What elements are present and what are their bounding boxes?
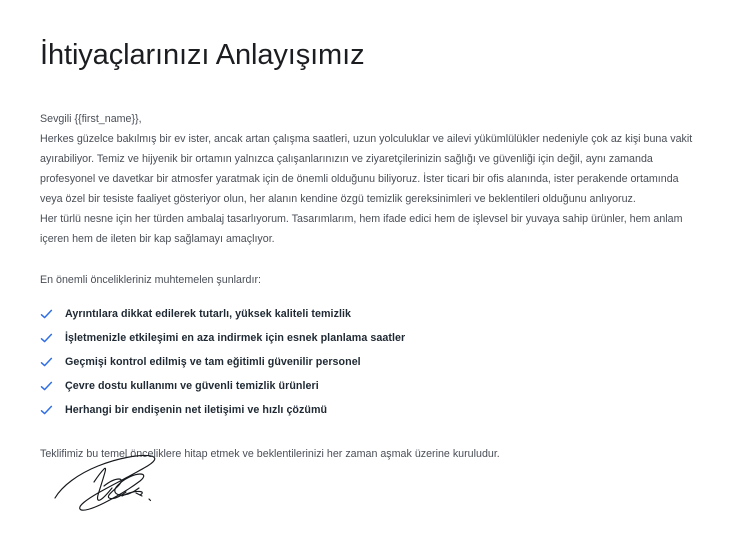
list-item [40,306,726,330]
document-content [40,0,726,464]
paragraph-line: Herkes güzelce bakılmış bir ev ister, ancak artan çalışma saatleri, uzun yolculuklar ve ailevi yükümlülükler nedeniyle çok az kişi buna vakit [40,133,693,145]
priorities-lead-in: En önemli öncelikleriniz muhtemelen şunlardır: [40,274,261,286]
salutation-text: Sevgili {{first_name}}, [40,113,142,125]
list-item-label: Çevre dostu kullanımı ve güvenli temizlik ürünleri [65,380,319,392]
paragraph-line: profesyonel ve davetkar bir atmosfer yaratmak için de önemli olduğunu biliyoruz. İster ticari bir ofis alanında, ister perakende ortamında [40,173,679,185]
list-item [40,402,726,426]
list-item [40,354,726,378]
paragraph-line: içeren hem de ileten bir kap sağlamayı amaçlıyor. [40,233,275,245]
check-icon [40,380,53,393]
check-icon [40,404,53,417]
paragraph-line: veya özel bir tesiste faaliyet gösteriyor olun, her alanın kendine özgü temizlik gereksinimleri ve beklentileri olduğunu anlıyoruz. [40,193,636,205]
list-item-label: Geçmişi kontrol edilmiş ve tam eğitimli güvenilir personel [65,356,361,368]
handwritten-signature [52,452,202,518]
check-icon [40,356,53,369]
paragraph-line: Her türlü nesne için her türden ambalaj tasarlıyorum. Tasarımlarım, hem ifade edici hem de işlevsel bir yuvaya sahip ürünler, hem anlam [40,213,683,225]
paragraph-line: ayırabiliyor. Temiz ve hijyenik bir ortamın yalnızca çalışanlarınızın ve ziyaretçilerinizin sağlığı ve güvenliği için değil, aynı zamanda [40,153,653,165]
list-item-label: Ayrıntılara dikkat edilerek tutarlı, yüksek kaliteli temizlik [65,308,351,320]
page-title: İhtiyaçlarınızı Anlayışımız [40,39,365,71]
intro-paragraph [40,129,726,249]
closing-paragraph: Teklifimiz bu temel önceliklere hitap etmek ve beklentilerinizi her zaman aşmak üzerine kuruludur. [40,448,500,460]
list-item-label: Herhangi bir endişenin net iletişimi ve hızlı çözümü [65,404,328,416]
list-item-label: İşletmenizle etkileşimi en aza indirmek için esnek planlama saatler [65,332,406,344]
benefits-list [40,290,726,426]
list-item [40,378,726,402]
check-icon [40,332,53,345]
check-icon [40,308,53,321]
list-item [40,330,726,354]
